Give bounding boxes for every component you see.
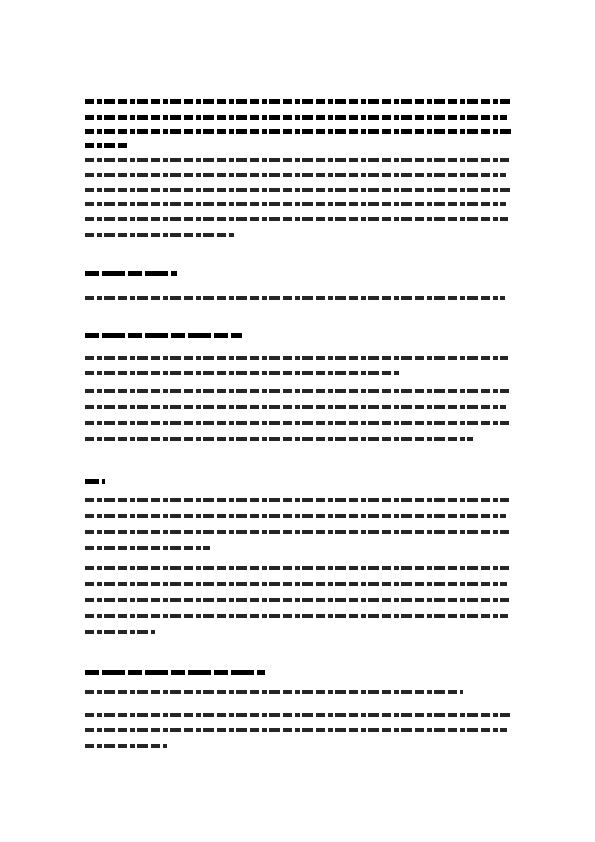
text-line [85, 202, 506, 206]
text-line [85, 296, 505, 300]
text-line [85, 514, 506, 518]
text-line [85, 371, 400, 375]
text-line [85, 582, 507, 586]
text-line [85, 158, 509, 162]
text-line [85, 143, 129, 148]
text-line [85, 690, 463, 694]
text-line [85, 744, 167, 748]
section-heading [85, 271, 177, 276]
text-line [85, 421, 509, 425]
text-line [85, 614, 508, 618]
text-line [85, 598, 509, 602]
section-heading [85, 479, 105, 484]
text-line [85, 566, 509, 570]
text-line [85, 389, 509, 393]
text-line [85, 498, 509, 502]
section-heading [85, 670, 265, 675]
text-line [85, 115, 507, 120]
text-line [85, 546, 210, 550]
text-line [85, 530, 509, 534]
text-line [85, 173, 506, 177]
text-line [85, 437, 473, 441]
text-line [85, 728, 507, 732]
text-line [85, 630, 155, 634]
text-line [85, 129, 511, 134]
text-line [85, 217, 508, 221]
text-line [85, 405, 506, 409]
text-line [85, 713, 510, 717]
section-heading [85, 333, 242, 338]
text-line [85, 233, 235, 237]
text-line [85, 188, 510, 192]
text-line [85, 99, 510, 104]
text-line [85, 356, 508, 360]
